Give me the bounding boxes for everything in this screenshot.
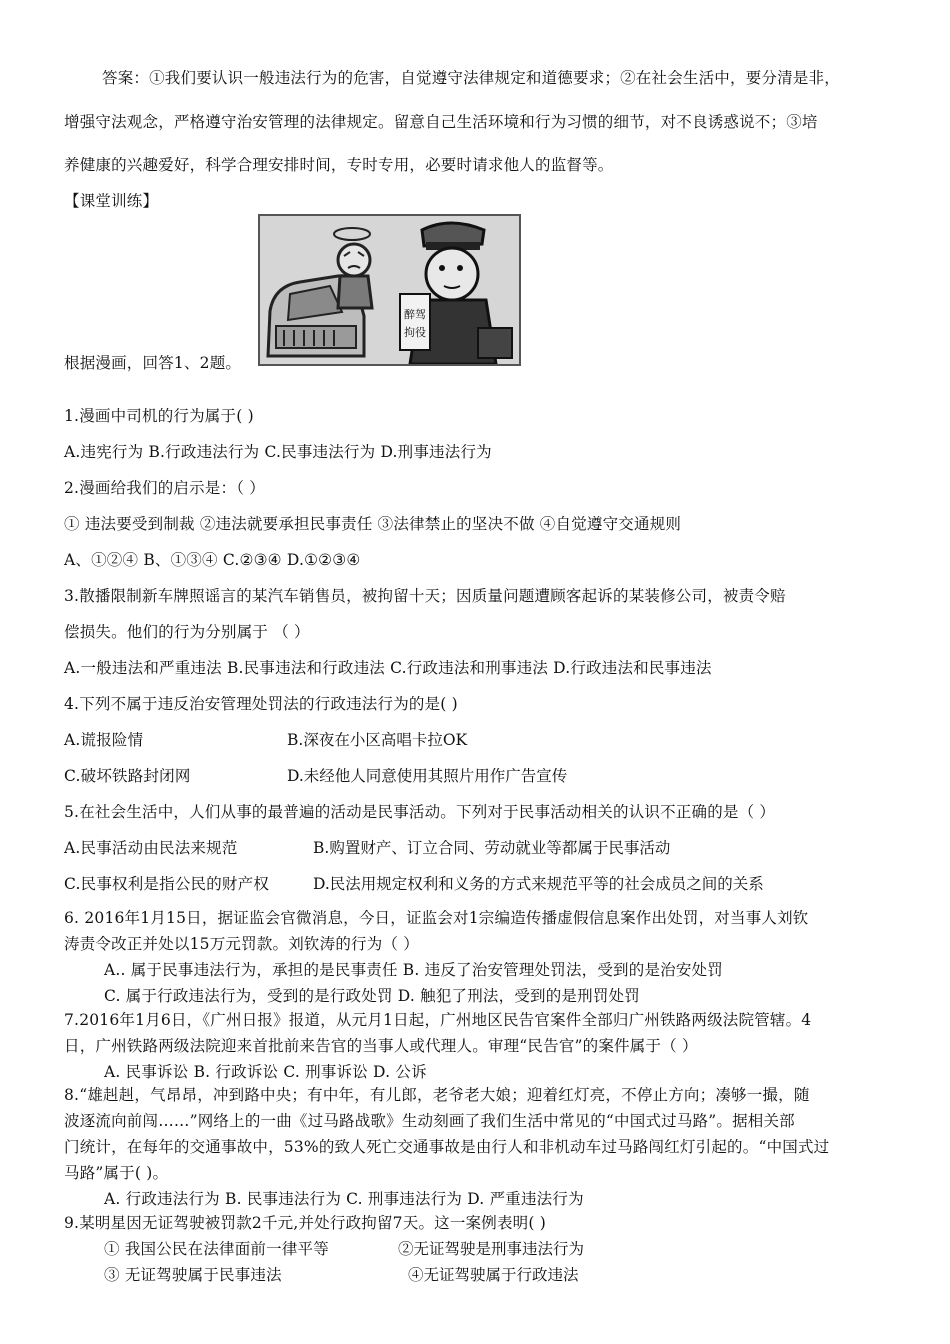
q4-option-b: B.深夜在小区高唱卡拉OK xyxy=(287,731,468,749)
svg-text:拘役: 拘役 xyxy=(404,326,426,339)
q8-stem-4: 马路”属于( )。 xyxy=(64,1164,169,1182)
q5-option-b: B.购置财产、订立合同、劳动就业等都属于民事活动 xyxy=(313,839,671,857)
q9-stem: 9.某明星因无证驾驶被罚款2千元,并处行政拘留7天。这一案例表明( ) xyxy=(64,1214,546,1232)
cartoon-intro: 根据漫画，回答1、2题。 xyxy=(64,354,242,372)
q6-stem-2: 涛责令改正并处以15万元罚款。刘钦涛的行为（ ） xyxy=(64,935,419,953)
q3-options: A.一般违法和严重违法 B.民事违法和行政违法 C.行政违法和刑事违法 D.行政违法和民事违法 xyxy=(64,659,712,677)
q4-stem: 4.下列不属于违反治安管理处罚法的行政违法行为的是( ) xyxy=(64,695,458,713)
q2-options: A、①②④ B、①③④ C.②③④ D.①②③④ xyxy=(64,551,361,569)
section-title: 【课堂训练】 xyxy=(64,192,159,210)
cartoon-image xyxy=(258,214,521,366)
q6-options-2: C. 属于行政违法行为，受到的是行政处罚 D. 触犯了刑法，受到的是刑罚处罚 xyxy=(104,987,640,1005)
q7-stem-2: 日，广州铁路两级法院迎来首批前来告官的当事人或代理人。审理“民告官”的案件属于（ ） xyxy=(64,1037,698,1055)
q5-option-a: A.民事活动由民法来规范 xyxy=(64,839,238,857)
q9-item-1: ① 我国公民在法律面前一律平等 xyxy=(104,1240,329,1258)
q8-stem-1: 8.“雄赳赳，气昂昂，冲到路中央；有中年，有儿郎，老爷老大娘；迎着红灯亮，不停止方向；凑够一撮，随 xyxy=(64,1086,810,1104)
q5-option-c: C.民事权利是指公民的财产权 xyxy=(64,875,270,893)
answer-line-1: 答案：①我们要认识一般违法行为的危害，自觉遵守法律规定和道德要求；②在社会生活中，要分清是非， xyxy=(102,69,840,87)
q4-option-c: C.破坏铁路封闭网 xyxy=(64,767,191,785)
q6-options-1: A.. 属于民事违法行为，承担的是民事责任 B. 违反了治安管理处罚法，受到的是治安处罚 xyxy=(104,961,723,979)
q2-items: ① 违法要受到制裁 ②违法就要承担民事责任 ③法律禁止的坚决不做 ④自觉遵守交通规则 xyxy=(64,515,682,533)
q2-stem: 2.漫画给我们的启示是：（ ） xyxy=(64,479,265,497)
q9-item-3: ③ 无证驾驶属于民事违法 xyxy=(104,1266,282,1284)
q8-stem-3: 门统计，在每年的交通事故中，53%的致人死亡交通事故是由行人和非机动车过马路闯红灯引起的。“中国式过 xyxy=(64,1138,830,1156)
q1-options: A.违宪行为 B.行政违法行为 C.民事违法行为 D.刑事违法行为 xyxy=(64,443,492,461)
q9-item-2: ②无证驾驶是刑事违法行为 xyxy=(398,1240,585,1258)
cartoon-sign-text: 醉驾 xyxy=(404,308,426,321)
cartoon-drawing xyxy=(260,216,519,364)
q8-options: A. 行政违法行为 B. 民事违法行为 C. 刑事违法行为 D. 严重违法行为 xyxy=(104,1190,584,1208)
q4-option-a: A.谎报险情 xyxy=(64,731,144,749)
answer-line-2: 增强守法观念，严格遵守治安管理的法律规定。留意自己生活环境和行为习惯的细节，对不良诱惑说不；③培 xyxy=(64,113,818,131)
q6-stem-1: 6. 2016年1月15日，据证监会官微消息，今日，证监会对1宗编造传播虚假信息案作出处罚，对当事人刘钦 xyxy=(64,909,809,927)
q5-option-d: D.民法用规定权利和义务的方式来规范平等的社会成员之间的关系 xyxy=(313,875,764,893)
q8-stem-2: 波逐流向前闯……”网络上的一曲《过马路战歌》生动刻画了我们生活中常见的“中国式过马路”。据相关部 xyxy=(64,1112,795,1130)
q5-stem: 5.在社会生活中，人们从事的最普遍的活动是民事活动。下列对于民事活动相关的认识不正确的是（ ） xyxy=(64,803,776,821)
q7-stem-1: 7.2016年1月6日，《广州日报》报道，从元月1日起，广州地区民告官案件全部归广州铁路两级法院管辖。4 xyxy=(64,1011,812,1029)
answer-line-3: 养健康的兴趣爱好，科学合理安排时间，专时专用，必要时请求他人的监督等。 xyxy=(64,156,614,174)
q9-item-4: ④无证驾驶属于行政违法 xyxy=(408,1266,579,1284)
q7-options: A. 民事诉讼 B. 行政诉讼 C. 刑事诉讼 D. 公诉 xyxy=(104,1063,427,1081)
q3-stem-2: 偿损失。他们的行为分别属于 （ ） xyxy=(64,623,310,641)
q1-stem: 1.漫画中司机的行为属于( ) xyxy=(64,407,254,425)
q4-option-d: D.未经他人同意使用其照片用作广告宣传 xyxy=(287,767,568,785)
q3-stem-1: 3.散播限制新车牌照谣言的某汽车销售员，被拘留十天；因质量问题遭顾客起诉的某装修公司，被责令赔 xyxy=(64,587,786,605)
